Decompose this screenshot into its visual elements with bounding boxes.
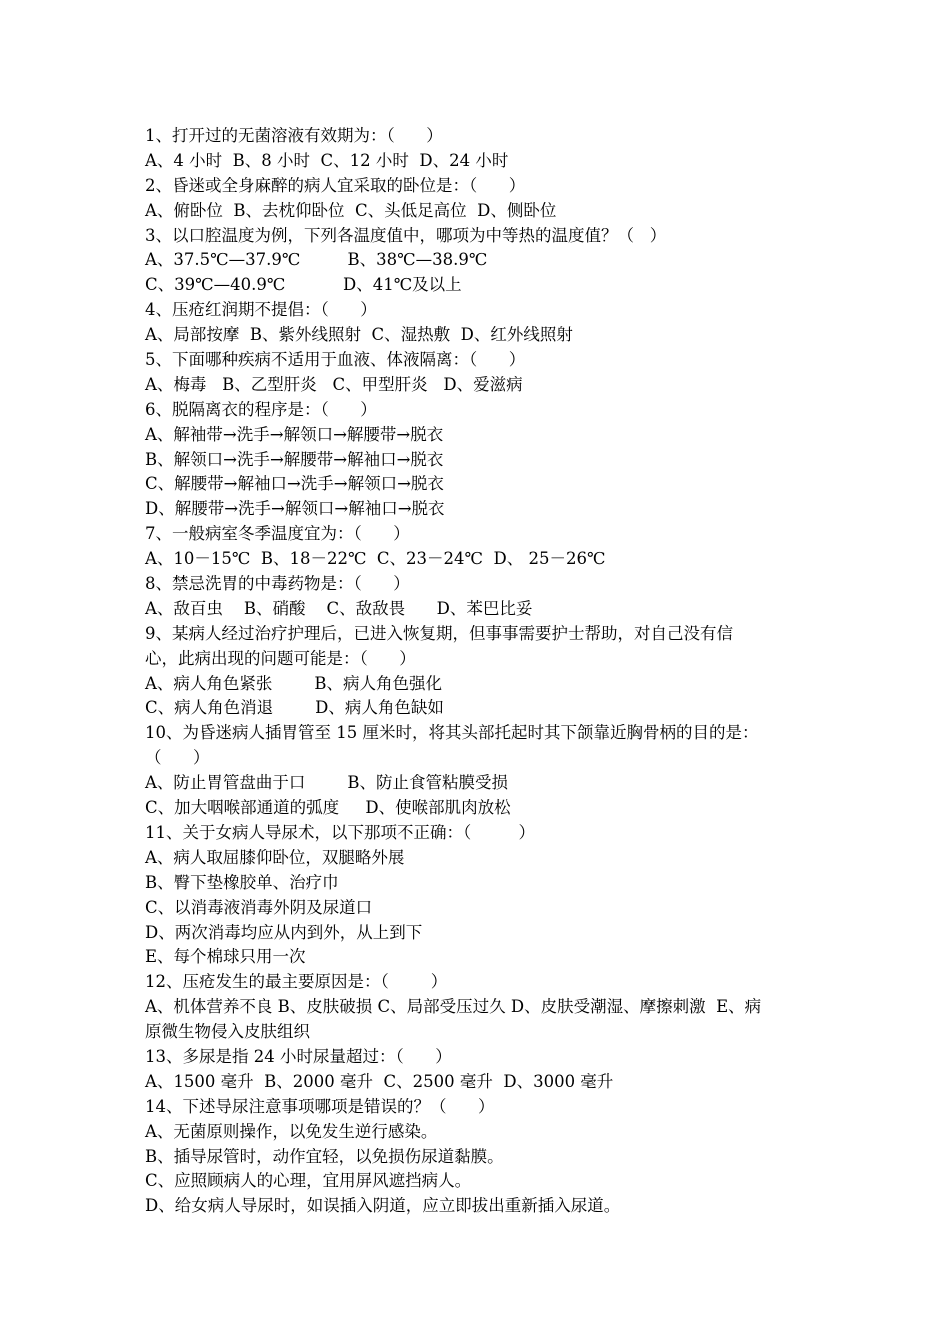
text-line: 4、压疮红润期不提倡：（ ） (145, 300, 377, 320)
text-line: A、局部按摩 B、紫外线照射 C、湿热敷 D、红外线照射 (145, 325, 573, 345)
text-line: A、解袖带→洗手→解领口→解腰带→脱衣 (145, 424, 444, 444)
text-line: C、以消毒液消毒外阴及尿道口 (145, 897, 373, 917)
text-line: B、插导尿管时，动作宜轻，以免损伤尿道黏膜。 (145, 1146, 504, 1166)
text-line: D、两次消毒均应从内到外，从上到下 (145, 922, 423, 942)
text-line: A、梅毒 B、乙型肝炎 C、甲型肝炎 D、爱滋病 (145, 374, 523, 394)
text-line: A、敌百虫 B、硝酸 C、敌敌畏 D、苯巴比妥 (145, 598, 533, 618)
text-line: B、臀下垫橡胶单、治疗巾 (145, 872, 339, 892)
text-line: 2、昏迷或全身麻醉的病人宜采取的卧位是：（ ） (145, 175, 526, 195)
text-line: （ ） (145, 748, 210, 768)
text-line: C、应照顾病人的心理，宜用屏风遮挡病人。 (145, 1171, 472, 1191)
text-line: A、37.5℃—37.9℃ B、38℃—38.9℃ (145, 250, 488, 270)
text-line: A、病人角色紧张 B、病人角色强化 (145, 673, 442, 693)
text-line: C、39℃—40.9℃ D、41℃及以上 (145, 275, 462, 295)
text-line: 5、下面哪种疾病不适用于血液、体液隔离：（ ） (145, 350, 526, 370)
text-line: B、解领口→洗手→解腰带→解袖口→脱衣 (145, 449, 444, 469)
text-line: E、每个棉球只用一次 (145, 947, 306, 967)
text-line: A、10－15℃ B、18－22℃ C、23－24℃ D、 25－26℃ (145, 549, 606, 569)
text-line: 13、多尿是指 24 小时尿量超过：（ ） (145, 1046, 452, 1066)
text-line: D、给女病人导尿时，如误插入阴道，应立即拔出重新插入尿道。 (145, 1196, 621, 1216)
text-line: 10、为昏迷病人插胃管至 15 厘米时，将其头部托起时其下颌靠近胸骨柄的目的是： (145, 723, 759, 743)
text-line: 心，此病出现的问题可能是：（ ） (145, 648, 416, 668)
text-line: A、1500 毫升 B、2000 毫升 C、2500 毫升 D、3000 毫升 (145, 1071, 614, 1091)
text-line: 6、脱隔离衣的程序是：（ ） (145, 399, 377, 419)
text-line: 7、一般病室冬季温度宜为：（ ） (145, 524, 410, 544)
text-line: C、病人角色消退 D、病人角色缺如 (145, 698, 444, 718)
text-line: C、加大咽喉部通道的弧度 D、使喉部肌肉放松 (145, 798, 511, 818)
text-line: 9、某病人经过治疗护理后，已进入恢复期，但事事需要护士帮助，对自己没有信 (145, 623, 733, 643)
text-line: 3、以口腔温度为例，下列各温度值中，哪项为中等热的温度值？（ ） (145, 225, 667, 245)
text-line: 原微生物侵入皮肤组织 (145, 1022, 310, 1042)
text-line: D、解腰带→洗手→解领口→解袖口→脱衣 (145, 499, 445, 519)
text-line: 11、关于女病人导尿术，以下那项不正确：（ ） (145, 822, 535, 842)
text-line: A、防止胃管盘曲于口 B、防止食管粘膜受损 (145, 773, 508, 793)
text-line: A、机体营养不良 B、皮肤破损 C、局部受压过久 D、皮肤受潮湿、摩擦刺激 E、病 (145, 997, 762, 1017)
text-line: 14、下述导尿注意事项哪项是错误的？（ ） (145, 1096, 495, 1116)
text-line: 8、禁忌洗胃的中毒药物是：（ ） (145, 574, 410, 594)
text-line: C、解腰带→解袖口→洗手→解领口→脱衣 (145, 474, 444, 494)
text-line: A、4 小时 B、8 小时 C、12 小时 D、24 小时 (145, 150, 509, 170)
text-line: A、无菌原则操作，以免发生逆行感染。 (145, 1121, 438, 1141)
text-line: 12、压疮发生的最主要原因是：（ ） (145, 972, 448, 992)
text-line: 1、打开过的无菌溶液有效期为：（ ） (145, 126, 443, 145)
text-line: A、病人取屈膝仰卧位，双腿略外展 (145, 847, 405, 867)
text-line: A、俯卧位 B、去枕仰卧位 C、头低足高位 D、侧卧位 (145, 200, 557, 220)
question-list (145, 124, 817, 1219)
